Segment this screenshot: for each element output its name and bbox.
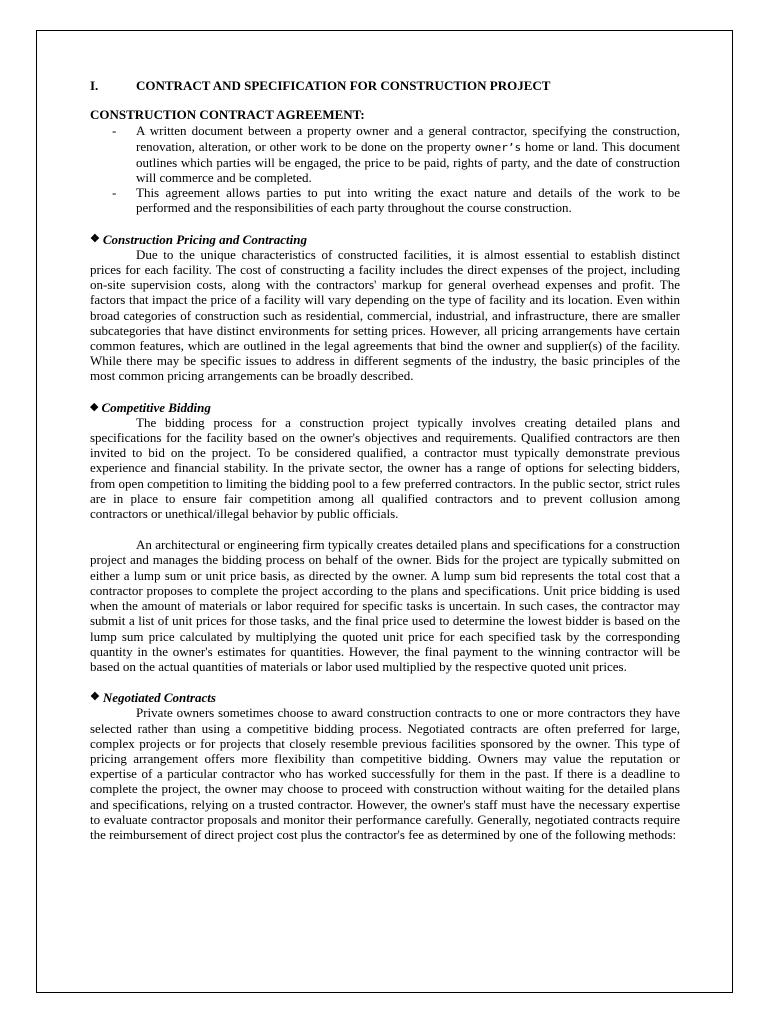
section-title-bidding	[90, 400, 680, 415]
bidding-paragraph-1: The bidding process for a construction project typically involves creating detailed plans and specifications for the facility based on the owner's objectives and requirements. Qualified contractors are then invited to bid on the project. To be considered qualified, a contractor must typically demonstrate previous experience and financial stability. In the private sector, the owner has a range of options for selecting bidders, from open competition to limiting the bidding pool to a few preferred contractors. In the public sector, strict rules are in place to ensure fair competition among all qualified contractors and to prevent collusion among contractors or unethical/illegal behavior by public officials.	[90, 414, 680, 522]
list-item-text	[136, 123, 680, 185]
agreement-list	[90, 123, 680, 215]
list-item-text-part: A written document between a property owner and a general contractor, specifying the construction, renovation, alteration, or other work to be done on the property	[136, 123, 680, 154]
list-item-text-part: home or land. This document outlines which parties will be engaged, the price to be paid, rights of party, and the date of construction will commerce and be completed.	[136, 138, 680, 186]
list-item	[90, 123, 680, 185]
diamond-bullet-icon: ❖	[90, 691, 100, 704]
section-title-text: Construction Pricing and Contracting	[102, 231, 307, 247]
negotiated-paragraph: Private owners sometimes choose to award construction contracts to one or more contractors they have selected rather than using a competitive bidding process. Negotiated contracts are often preferred for large, complex projects or for projects that closely resemble previous facilities sponsored by the owner. This type of pricing arrangement offers more flexibility than competitive bidding. Owners may value the reputation or expertise of a particular contractor who has worked successfully for them in the past. If there is a deadline to complete the project, the owner may choose to proceed with construction without waiting for the detailed plans and specifications, relying on a trusted contractor. However, the owner's staff must have the necessary expertise to evaluate contractor proposals and monitor their performance carefully. Generally, negotiated contracts require the reimbursement of direct project cost plus the contractor's fee as determined by one of the following methods:	[90, 705, 680, 842]
document-body	[90, 78, 680, 842]
list-item-text-mono: owner’s	[474, 140, 522, 154]
list-item	[90, 185, 680, 215]
section-title-text: Competitive Bidding	[101, 399, 211, 415]
section-title-negotiated	[90, 690, 680, 705]
pricing-paragraph: Due to the unique characteristics of constructed facilities, it is almost essential to establish distinct prices for each facility. The cost of constructing a facility includes the direct expenses of the project, including on-site supervision costs, along with the contractors' markup for general overhead expenses and profit. The factors that impact the price of a facility will vary depending on the type of facility and its location. Even within broad categories of construction such as residential, commercial, industrial, and infrastructure, there are smaller subcategories that have distinct environments for setting prices. However, all pricing arrangements have certain common features, which are outlined in the legal agreements that bind the owner and supplier(s) of the facility. While there may be specific issues to address in different segments of the industry, the basic principles of the most common pricing arrangements can be broadly described.	[90, 246, 680, 384]
heading-title: CONTRACT AND SPECIFICATION FOR CONSTRUCTION PROJECT	[136, 78, 551, 93]
document-heading	[90, 78, 680, 93]
bidding-paragraph-2: An architectural or engineering firm typically creates detailed plans and specifications for a construction project and manages the bidding process on behalf of the owner. Bids for the project are typically submitted on either a lump sum or unit price basis, as directed by the owner. A lump sum bid represents the total cost that a contractor proposes to complete the project according to the plans and specifications. Unit price bidding is used when the amount of materials or labor required for specific tasks is uncertain. In such cases, the contractor may submit a list of unit prices for those tasks, and the final price used to determine the lowest bidder is based on the lump sum price calculated by multiplying the quoted unit price for each specified task by the corresponding quantity in the owner's estimates for quantities. However, the final payment to the winning contractor will be based on the actual quantities of materials or labor used multiplied by the respective quoted unit prices.	[90, 537, 680, 674]
dash-marker: -	[112, 185, 117, 201]
diamond-bullet-icon: ❖	[90, 232, 100, 245]
dash-marker: -	[112, 123, 117, 139]
agreement-title: CONSTRUCTION CONTRACT AGREEMENT:	[90, 107, 365, 123]
section-title-pricing	[90, 232, 680, 247]
diamond-bullet-icon: ◆	[90, 400, 99, 413]
section-title-text: Negotiated Contracts	[102, 690, 216, 706]
heading-number: I.	[90, 78, 99, 93]
list-item-text: This agreement allows parties to put into writing the exact nature and details of the work to be performed and the responsibilities of each party throughout the course construction.	[136, 185, 680, 216]
